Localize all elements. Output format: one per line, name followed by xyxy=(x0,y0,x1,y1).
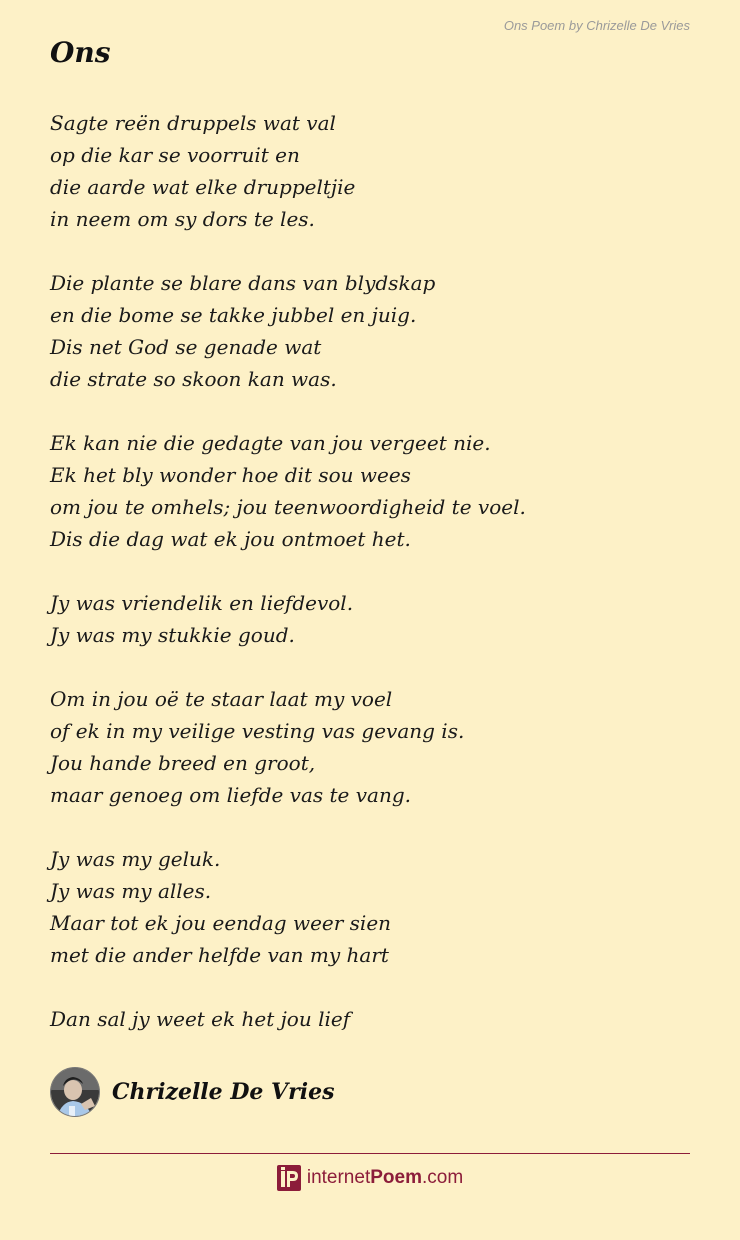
poem-line: die aarde wat elke druppeltjie xyxy=(50,175,356,199)
stanza xyxy=(50,427,690,555)
poem-line: Die plante se blare dans van blydskap xyxy=(50,271,436,295)
stanza xyxy=(50,1003,690,1035)
footer-brand-text[interactable] xyxy=(307,1167,463,1189)
avatar-photo-icon xyxy=(51,1068,100,1117)
author-block[interactable] xyxy=(50,1067,334,1117)
poem-line: of ek in my veilige vesting vas gevang is. xyxy=(50,719,465,743)
poem-line: Ek kan nie die gedagte van jou vergeet nie. xyxy=(50,431,491,455)
brand-prefix: internet xyxy=(306,1167,371,1188)
poem-line: met die ander helfde van my hart xyxy=(50,943,389,967)
stanza xyxy=(50,107,690,235)
footer-brand[interactable] xyxy=(0,1165,740,1191)
stanza xyxy=(50,843,690,971)
poem-line: Ek het bly wonder hoe dit sou wees xyxy=(50,463,411,487)
poem-line: Jy was vriendelik en liefdevol. xyxy=(50,591,354,615)
poem-line: en die bome se takke jubbel en juig. xyxy=(50,303,417,327)
poem-line: maar genoeg om liefde vas te vang. xyxy=(50,783,412,807)
poem-body xyxy=(50,107,690,1067)
brand-suffix: .com xyxy=(421,1167,464,1188)
stanza xyxy=(50,587,690,651)
poem-line: Jy was my stukkie goud. xyxy=(50,623,295,647)
poem-line: Om in jou oë te staar laat my voel xyxy=(50,687,393,711)
stanza xyxy=(50,683,690,811)
poem-line: Dis net God se genade wat xyxy=(50,335,322,359)
poem-line: Maar tot ek jou eendag weer sien xyxy=(50,911,392,935)
poem-line: op die kar se voorruit en xyxy=(50,143,300,167)
poem-line: Jy was my alles. xyxy=(50,879,212,903)
stanza xyxy=(50,267,690,395)
internetpoem-logo-icon xyxy=(277,1165,301,1191)
poem-line: Dis die dag wat ek jou ontmoet het. xyxy=(50,527,411,551)
header-caption: Ons Poem by Chrizelle De Vries xyxy=(503,18,690,33)
poem-line: die strate so skoon kan was. xyxy=(50,367,337,391)
poem-line: Jou hande breed en groot, xyxy=(50,751,316,775)
poem-line: in neem om sy dors te les. xyxy=(50,207,315,231)
brand-bold: Poem xyxy=(370,1167,422,1188)
poem-line: Jy was my geluk. xyxy=(50,847,221,871)
poem-title: Ons xyxy=(50,36,111,69)
poem-line: om jou te omhels; jou teenwoordigheid te voel. xyxy=(50,495,526,519)
poem-line: Sagte reën druppels wat val xyxy=(50,111,336,135)
author-name[interactable]: Chrizelle De Vries xyxy=(112,1079,335,1105)
poem-line: Dan sal jy weet ek het jou lief xyxy=(50,1007,351,1031)
author-avatar[interactable] xyxy=(50,1067,100,1117)
footer-divider xyxy=(50,1153,690,1154)
